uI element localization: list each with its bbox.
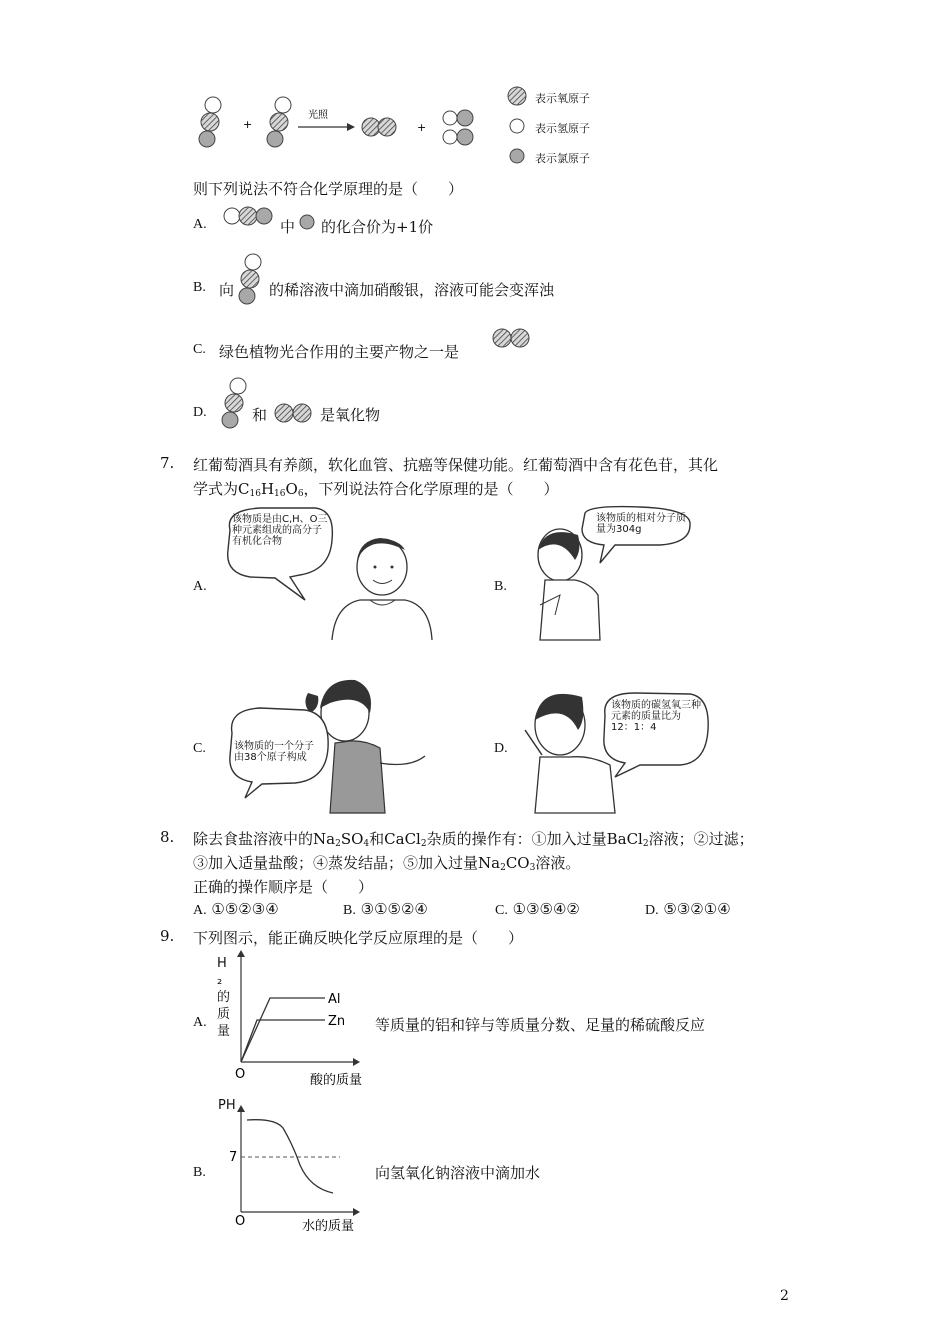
q8-option-c[interactable]: C. ①③⑤④② (495, 900, 580, 918)
q6-option-b-letter[interactable]: B. (193, 280, 206, 295)
q9-number: 9. (160, 927, 175, 945)
q8-option-d[interactable]: D. ⑤③②①④ (645, 900, 731, 918)
photo-label: 光照 (308, 110, 328, 121)
q6-option-d-letter[interactable]: D. (193, 405, 207, 420)
oxygen-molecule-icon (272, 400, 318, 426)
y-axis-arrow-icon (237, 1105, 245, 1112)
q8-line3: 正确的操作顺序是（ ） (193, 878, 374, 896)
arrow-icon (347, 123, 355, 131)
legend-oxygen: 表示氧原子 (535, 92, 590, 105)
q7-option-b-bubble: 该物质的相对分子质量为304g (596, 513, 686, 535)
x-axis-arrow-icon (353, 1208, 360, 1216)
formula-cacl2: CaCl$_2$ (384, 830, 427, 849)
chlorine-atom-icon (510, 149, 524, 163)
hclo-molecule-icon (222, 205, 277, 229)
q9-option-a-caption: 等质量的铝和锌与等质量分数、足量的稀硫酸反应 (375, 1016, 706, 1034)
q9-chart-b (215, 1100, 375, 1240)
q6-option-a-text: 的化合价为+1价 (321, 218, 434, 236)
series-label-al: Al (328, 992, 341, 1007)
q9-stem: 下列图示，能正确反映化学反应原理的是（ ） (193, 929, 524, 947)
q8-number: 8. (160, 828, 175, 846)
q6-option-b-pre: 向 (219, 281, 235, 299)
formula-bacl2: BaCl$_2$ (606, 830, 649, 849)
x-axis-label: 水的质量 (302, 1219, 355, 1234)
hclo-molecule-icon (199, 97, 221, 147)
q9-option-b-letter[interactable]: B. (193, 1165, 206, 1180)
q6-stem: 则下列说法不符合化学原理的是（ ） (193, 180, 464, 198)
x-axis-arrow-icon (353, 1058, 360, 1066)
hydrogen-atom-icon (510, 119, 524, 133)
q7-line2: 学式为$C_{16}H_{16}O_6$，下列说法符合化学原理的是（ ） (193, 480, 559, 499)
q9-chart-b-ylabel: PH (218, 1098, 236, 1113)
formula-na2so4: $Na_2SO_4$ (313, 830, 370, 849)
reference-label: 7 (229, 1150, 238, 1165)
q7-option-c-letter[interactable]: C. (193, 741, 206, 756)
oxygen-molecule-icon (362, 118, 396, 136)
y-axis-arrow-icon (237, 950, 245, 957)
formula-na2co3: $Na_2CO_3$ (478, 854, 536, 873)
q6-option-a-letter[interactable]: A. (193, 217, 207, 232)
q7-option-a-bubble: 该物质是由C,H、O三种元素组成的高分子有机化合物 (232, 514, 328, 547)
series-ph (247, 1120, 333, 1193)
q6-option-c-text: 绿色植物光合作用的主要产物之一是 (219, 343, 460, 361)
q7-line1: 红葡萄酒具有养颜，软化血管、抗癌等保健功能。红葡萄酒中含有花色苷，其化 (193, 456, 719, 474)
q6-option-c-letter[interactable]: C. (193, 342, 206, 357)
q9-chart-a-ylabel: H₂的质量 (217, 956, 231, 1039)
origin-label: O (235, 1067, 246, 1082)
q7-option-c-bubble: 该物质的一个分子由38个原子构成 (234, 741, 314, 763)
q6-option-d-text: 是氧化物 (320, 406, 381, 424)
q8-option-a[interactable]: A. ①⑤②③④ (193, 900, 279, 918)
q7-number: 7. (160, 454, 175, 472)
svg-text:+: + (417, 121, 427, 134)
series-label-zn: Zn (328, 1014, 346, 1029)
q6-option-d-mid: 和 (252, 406, 268, 424)
origin-label: O (235, 1214, 246, 1229)
q7-option-b-letter[interactable]: B. (494, 579, 507, 594)
q9-option-b-caption: 向氢氧化钠溶液中滴加水 (375, 1164, 541, 1182)
q7-option-a-letter[interactable]: A. (193, 579, 207, 594)
hclo-molecule-icon (219, 376, 249, 431)
series-zn (241, 1020, 325, 1062)
svg-text:+: + (243, 118, 253, 131)
legend-hydrogen: 表示氢原子 (535, 122, 590, 135)
hcl-molecule-icon (443, 110, 473, 145)
chlorine-atom-icon (297, 212, 317, 232)
q6-option-a-mid: 中 (280, 218, 296, 236)
q7-option-d-bubble: 该物质的碳氢氧三种元素的质量比为12：1：4 (611, 700, 701, 733)
x-axis-label: 酸的质量 (310, 1073, 363, 1088)
q7-option-d-letter[interactable]: D. (494, 741, 508, 756)
hclo-molecule-icon (236, 252, 266, 307)
q8-option-b[interactable]: B. ③①⑤②④ (343, 900, 428, 918)
q8-line2: ③加入适量盐酸；④蒸发结晶；⑤加入过量$Na_2CO_3$溶液。 (193, 854, 581, 873)
q8-line1: 除去食盐溶液中的$Na_2SO_4$和CaCl$_2$杂质的操作有：①加入过量BaCl$_2$溶液；②过滤； (193, 830, 754, 849)
q9-option-a-letter[interactable]: A. (193, 1015, 207, 1030)
q9-chart-a (215, 950, 375, 1090)
legend-chlorine: 表示氯原子 (535, 152, 590, 165)
page-number: 2 (780, 1288, 789, 1304)
oxygen-atom-icon (508, 87, 526, 105)
q6-option-b-text: 的稀溶液中滴加硝酸银，溶液可能会变浑浊 (269, 281, 555, 299)
oxygen-molecule-icon (490, 325, 536, 351)
hclo-molecule-icon (267, 97, 291, 147)
formula: $C_{16}H_{16}O_6$ (238, 480, 304, 499)
